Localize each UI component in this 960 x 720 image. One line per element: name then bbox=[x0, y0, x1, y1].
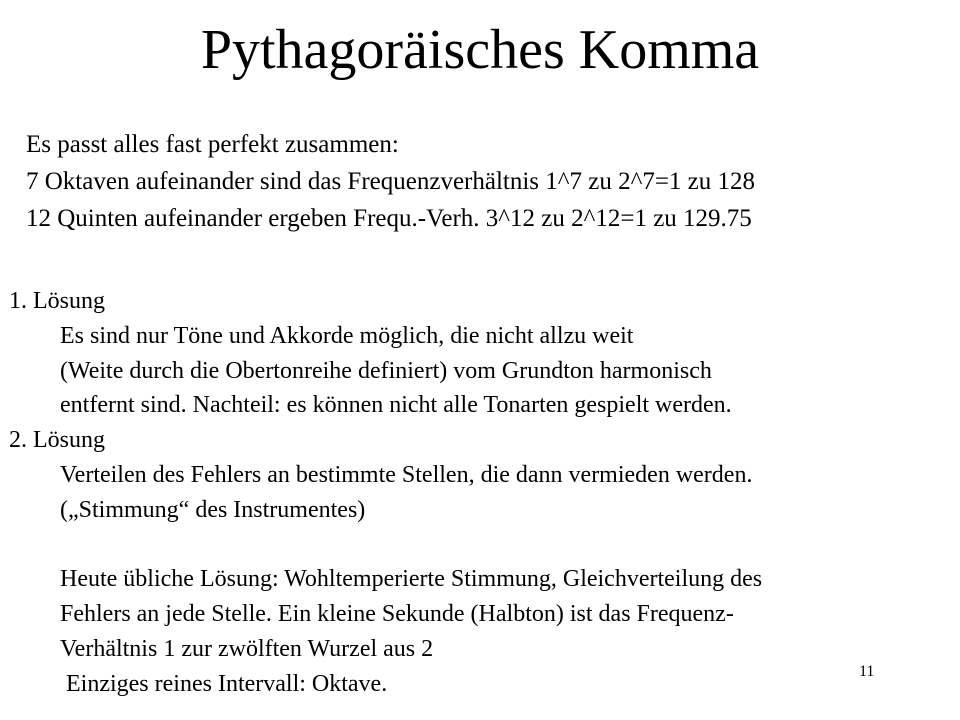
solution2-heading: 2. Lösung bbox=[9, 427, 105, 454]
solutions-block bbox=[9, 284, 762, 702]
modern-solution-line: Heute übliche Lösung: Wohltemperierte Stimmung, Gleichverteilung des bbox=[60, 566, 763, 593]
solution1-line: Es sind nur Töne und Akkorde möglich, die nicht allzu weit bbox=[60, 322, 634, 349]
intro-line: 7 Oktaven aufeinander sind das Frequenzverhältnis 1^7 zu 2^7=1 zu 128 bbox=[26, 168, 756, 195]
solution1-line: (Weite durch die Obertonreihe definiert) vom Grundton harmonisch bbox=[60, 357, 712, 384]
modern-solution-line: Fehlers an jede Stelle. Ein kleine Sekunde (Halbton) ist das Frequenz- bbox=[60, 601, 734, 628]
solution2-line: („Stimmung“ des Instrumentes) bbox=[60, 496, 366, 523]
page-number: 11 bbox=[859, 663, 875, 680]
intro-line: 12 Quinten aufeinander ergeben Frequ.-Verh. 3^12 zu 2^12=1 zu 129.75 bbox=[26, 205, 752, 232]
modern-solution-line: Verhältnis 1 zur zwölften Wurzel aus 2 bbox=[60, 635, 434, 662]
solution2-line: Verteilen des Fehlers an bestimmte Stellen, die dann vermieden werden. bbox=[60, 461, 753, 488]
intro-line: Es passt alles fast perfekt zusammen: bbox=[26, 131, 399, 158]
intro-block bbox=[26, 126, 755, 237]
slide-title: Pythagoräisches Komma bbox=[200, 19, 760, 81]
solution1-heading: 1. Lösung bbox=[9, 288, 105, 314]
blank-line bbox=[9, 528, 762, 563]
modern-solution-line: Einziges reines Intervall: Oktave. bbox=[60, 670, 388, 697]
solution1-line: entfernt sind. Nachteil: es können nicht alle Tonarten gespielt werden. bbox=[60, 392, 732, 419]
